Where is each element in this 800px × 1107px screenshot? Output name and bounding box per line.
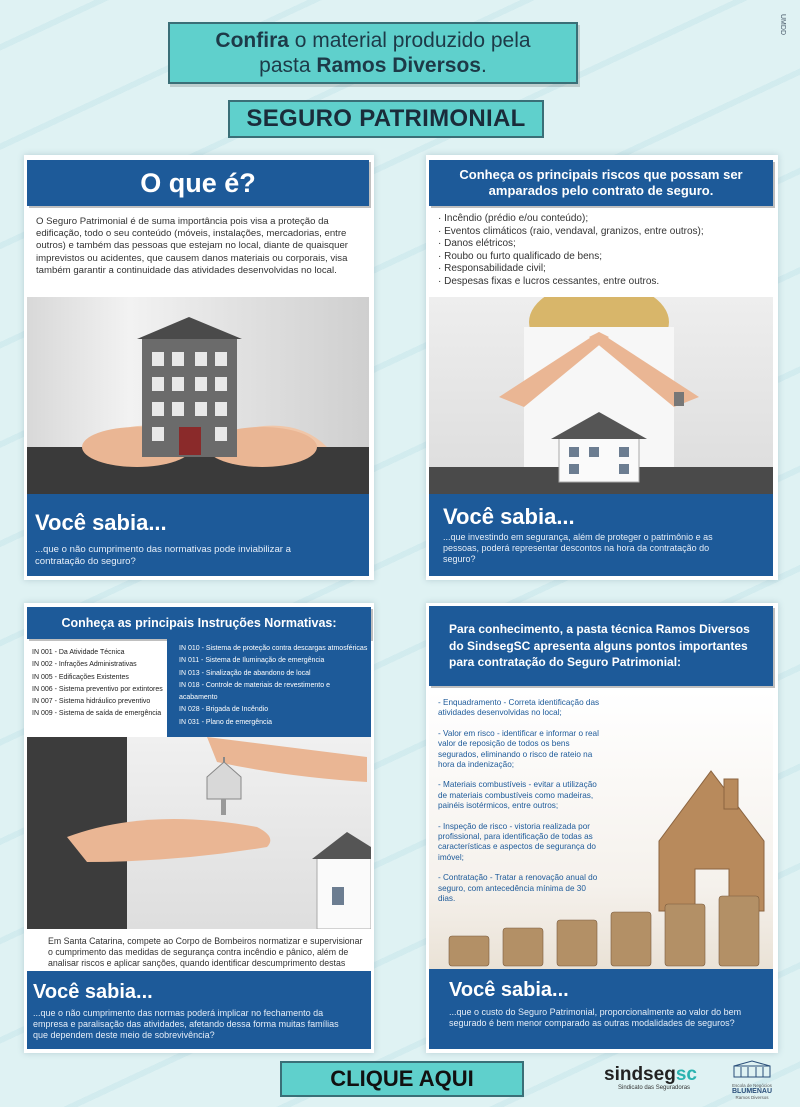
panel-heading: Conheça as principais Instruções Normativas:	[27, 607, 371, 639]
sabia-box	[429, 969, 773, 1049]
key-points-list	[438, 698, 603, 915]
panel-heading: Conheça os principais riscos que possam ser amparados pelo contrato de seguro.	[429, 160, 773, 206]
list-item: IN 018 - Controle de materiais de revestimento e acabamento	[179, 681, 330, 702]
list-item: IN 031 - Plano de emergência	[179, 718, 272, 726]
normative-list-right-box	[167, 639, 371, 737]
click-here-button[interactable]: CLIQUE AQUI	[280, 1061, 524, 1097]
building-icon	[732, 1060, 772, 1078]
list-item: IN 002 - Infrações Administrativas	[32, 661, 137, 669]
list-item: IN 011 - Sistema de Iluminação de emergência	[179, 657, 325, 665]
list-item: IN 010 - Sistema de proteção contra descargas atmosféricas	[179, 645, 368, 652]
list-item: IN 013 - Sinalização de abandono de local	[179, 669, 311, 677]
list-item: IN 001 - Da Atividade Técnica	[32, 649, 125, 656]
panel-body-text: O Seguro Patrimonial é de suma importância pois visa a proteção da edificação, todo o seu conteúdo (móveis, instalações, mercadorias, entre outros) e também das pessoas que estejam no local, diante de quaisquer imprevistos ou acidentes, que causem danos materiais ou corporais, visa também garantir a continuidade das atividades desenvolvidas no local.	[36, 216, 348, 276]
blumenau-logo	[724, 1060, 780, 1104]
building-hands-illustration	[27, 297, 369, 494]
list-item: IN 005 - Edificações Existentes	[32, 673, 129, 681]
hands-roof-illustration	[429, 297, 773, 494]
list-item: · Roubo ou furto qualificado de bens;	[438, 251, 768, 264]
panel-key-points	[426, 603, 778, 1053]
sabia-title: Você sabia...	[33, 981, 153, 1003]
sabia-title: Você sabia...	[449, 979, 569, 1001]
logo-subtitle: Sindicato das Seguradoras	[618, 1085, 691, 1091]
photo-key-handover	[27, 737, 371, 929]
list-item: · Incêndio (prédio e/ou conteúdo);	[438, 213, 768, 226]
list-item: - Materiais combustíveis - evitar a utilização de materiais combustíveis como madeiras, painéis isotérmicos, entre outros;	[438, 780, 597, 811]
panel-heading: Para conhecimento, a pasta técnica Ramos Diversos do SindsegSC apresenta alguns pontos importantes para contratação do Seguro Patrimonial:	[429, 606, 773, 686]
list-item: - Valor em risco - identificar e informar o real valor de reposição de todos os bens segurados, eliminando o risco de rateio na hora da indenização;	[438, 728, 599, 770]
list-item: · Danos elétricos;	[438, 238, 768, 251]
header-line-2: pasta Ramos Diversos.	[259, 54, 487, 77]
list-item: IN 009 - Sistema de saída de emergência	[32, 710, 162, 718]
logo-sub-text: Ramos Diversos	[735, 1095, 769, 1100]
sabia-box	[27, 971, 371, 1049]
sindsegsc-logo	[604, 1065, 704, 1103]
logo-top-text: Escola de Negócios	[732, 1083, 772, 1088]
logo-wordmark: sindsegsc	[604, 1064, 697, 1085]
panel-normatives	[24, 603, 374, 1053]
panel-heading: O que é?	[27, 160, 369, 206]
list-item: - Enquadramento - Correta identificação das atividades desenvolvidas no local;	[438, 698, 600, 718]
logo-main-text: BLUMENAU	[731, 1088, 773, 1095]
key-handover-illustration	[27, 737, 371, 929]
sabia-title: Você sabia...	[35, 510, 167, 535]
list-item: · Eventos climáticos (raio, vendaval, granizos, entre outros);	[438, 226, 768, 239]
photo-building-hands	[27, 297, 369, 494]
list-item: - Inspeção de risco - vistoria realizada por profissional, para identificação de todas as características e aspectos de segurança do imóvel;	[438, 821, 596, 862]
panel-risks	[426, 155, 778, 580]
sabia-box	[27, 494, 369, 576]
sabia-title: Você sabia...	[443, 504, 575, 529]
normative-list-left	[32, 647, 167, 721]
sabia-box	[429, 494, 773, 576]
list-item: IN 028 - Brigada de Incêndio	[179, 706, 269, 714]
panel-body-text: Em Santa Catarina, compete ao Corpo de Bombeiros normatizar e supervisionar o cumprimento das medidas de segurança contra incêndio e pânico, além de analisar riscos e aplicar sanções, quando identificar descumprimento destas	[48, 936, 363, 968]
list-item: · Responsabilidade civil;	[438, 263, 768, 276]
list-item: IN 006 - Sistema preventivo por extintores	[32, 685, 163, 693]
header-line-1: Confira o material produzido pela	[215, 29, 531, 52]
list-item: · Despesas fixas e lucros cessantes, entre outros.	[438, 276, 768, 289]
list-item: - Contratação - Tratar a renovação anual do seguro, com antecedência mínima de 30 dias.	[438, 873, 598, 904]
corner-tag: UMDD	[779, 14, 786, 35]
panel-what-is	[24, 155, 374, 580]
sabia-text: ...que investindo em segurança, além de proteger o patrimônio e as pessoas, poderá representar descontos na hora da contratação do seguro?	[443, 532, 713, 564]
sabia-text: ...que o custo do Seguro Patrimonial, proporcionalmente ao valor do bem segurado é bem menor comparado as outras modalidades de seguros?	[449, 1007, 742, 1028]
risk-list	[438, 213, 768, 289]
sabia-text: ...que o não cumprimento das normativas pode inviabilizar a contratação do seguro?	[35, 544, 291, 567]
normative-list-right	[179, 643, 369, 729]
photo-hands-roof	[429, 297, 773, 494]
list-item: IN 007 - Sistema hidráulico preventivo	[32, 698, 151, 706]
sabia-text: ...que o não cumprimento das normas poderá implicar no fechamento da empresa e paralisação das atividades, afetando dessa forma muitas famílias que dependem deste meio de sobrevivência?	[33, 1008, 339, 1040]
page-title: SEGURO PATRIMONIAL	[228, 100, 544, 138]
header-banner	[168, 22, 578, 84]
